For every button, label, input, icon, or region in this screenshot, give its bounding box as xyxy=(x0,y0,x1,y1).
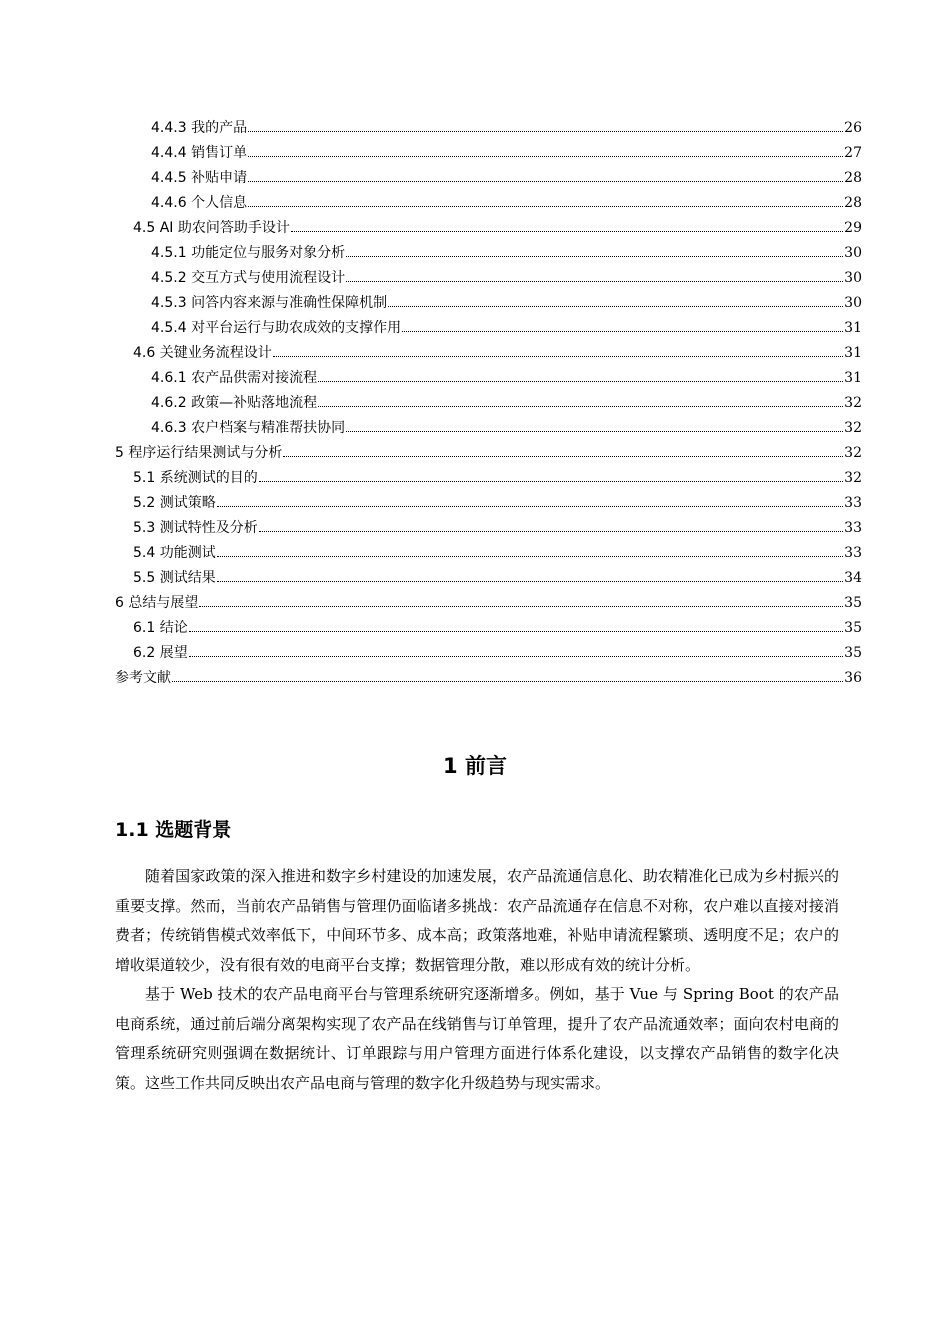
toc-entry[interactable] xyxy=(115,191,862,216)
toc-leader xyxy=(346,430,843,432)
toc-entry-label: 6.2 展望 xyxy=(133,645,188,661)
toc-entry-page: 26 xyxy=(844,120,862,136)
toc-entry-label: 5.2 测试策略 xyxy=(133,495,216,511)
toc-leader xyxy=(291,230,843,232)
toc-entry[interactable] xyxy=(115,466,862,491)
toc-entry[interactable] xyxy=(115,116,862,141)
toc-entry[interactable] xyxy=(115,566,862,591)
toc-entry-page: 31 xyxy=(844,345,862,361)
toc-entry-page: 32 xyxy=(844,470,862,486)
toc-entry[interactable] xyxy=(115,141,862,166)
toc-leader xyxy=(248,180,843,182)
toc-leader xyxy=(172,680,843,682)
toc-entry-page: 30 xyxy=(844,295,862,311)
toc-leader xyxy=(259,530,843,532)
toc-entry-page: 31 xyxy=(844,320,862,336)
toc-entry-label: 5.4 功能测试 xyxy=(133,545,216,561)
toc-entry-label: 4.6 关键业务流程设计 xyxy=(133,345,272,361)
toc-entry[interactable] xyxy=(115,441,862,466)
toc-leader xyxy=(189,630,843,632)
toc-entry-page: 28 xyxy=(844,195,862,211)
toc-entry[interactable] xyxy=(115,241,862,266)
toc-entry-label: 5.5 测试结果 xyxy=(133,570,216,586)
toc-entry-page: 33 xyxy=(844,545,862,561)
toc-entry-label: 4.5.1 功能定位与服务对象分析 xyxy=(151,245,346,261)
toc-entry[interactable] xyxy=(115,641,862,666)
toc-entry-label: 4.4.5 补贴申请 xyxy=(151,170,248,186)
chapter-title: 1 前言 xyxy=(443,754,507,778)
toc-entry-page: 35 xyxy=(844,595,862,611)
toc-entry-page: 27 xyxy=(844,145,862,161)
toc-entry[interactable] xyxy=(115,491,862,516)
toc-entry[interactable] xyxy=(115,291,862,316)
toc-entry[interactable] xyxy=(115,616,862,641)
toc-entry-label: 4.5 AI 助农问答助手设计 xyxy=(133,220,290,236)
section-title: 1.1 选题背景 xyxy=(115,819,232,841)
toc-leader xyxy=(283,455,843,457)
toc-entry[interactable] xyxy=(115,416,862,441)
toc-entry-page: 32 xyxy=(844,420,862,436)
toc-leader xyxy=(248,155,843,157)
toc-entry-page: 34 xyxy=(844,570,862,586)
toc-entry-label: 4.4.4 销售订单 xyxy=(151,145,248,161)
toc-entry[interactable] xyxy=(115,541,862,566)
toc-entry-label: 4.4.3 我的产品 xyxy=(151,120,248,136)
toc-leader xyxy=(217,580,843,582)
toc-entry-label: 4.5.2 交互方式与使用流程设计 xyxy=(151,270,346,286)
toc-entry-label: 5 程序运行结果测试与分析 xyxy=(115,445,283,461)
toc-entry-label: 4.5.3 问答内容来源与准确性保障机制 xyxy=(151,295,388,311)
toc-entry-label: 4.5.4 对平台运行与助农成效的支撑作用 xyxy=(151,320,402,336)
toc-entry-page: 29 xyxy=(844,220,862,236)
toc-entry[interactable] xyxy=(115,341,862,366)
toc-entry-label: 4.4.6 个人信息 xyxy=(151,195,248,211)
toc-entry-page: 35 xyxy=(844,620,862,636)
toc-leader xyxy=(189,655,843,657)
toc-leader xyxy=(259,480,843,482)
toc-entry-page: 30 xyxy=(844,270,862,286)
toc-leader xyxy=(388,305,843,307)
toc-entry-page: 31 xyxy=(844,370,862,386)
toc-leader xyxy=(273,355,843,357)
toc-entry[interactable] xyxy=(115,366,862,391)
toc-entry[interactable] xyxy=(115,216,862,241)
body-text xyxy=(115,862,839,1098)
toc-entry-label: 4.6.1 农产品供需对接流程 xyxy=(151,370,318,386)
toc-entry-page: 33 xyxy=(844,520,862,536)
toc-entry[interactable] xyxy=(115,166,862,191)
toc-entry[interactable] xyxy=(115,516,862,541)
toc-entry-page: 32 xyxy=(844,445,862,461)
toc-entry-page: 32 xyxy=(844,395,862,411)
toc-entry-label: 参考文献 xyxy=(115,670,171,686)
toc-leader xyxy=(346,280,843,282)
toc-leader xyxy=(248,130,843,132)
toc-entry[interactable] xyxy=(115,591,862,616)
toc-entry-page: 30 xyxy=(844,245,862,261)
toc-entry-label: 5.3 测试特性及分析 xyxy=(133,520,258,536)
toc-entry-label: 6 总结与展望 xyxy=(115,595,199,611)
toc-leader xyxy=(318,405,843,407)
toc-entry-page: 36 xyxy=(844,670,862,686)
paragraph: 随着国家政策的深入推进和数字乡村建设的加速发展，农产品流通信息化、助农精准化已成为乡村振兴的重要支撑。然而，当前农产品销售与管理仍面临诸多挑战：农产品流通存在信息不对称，农户难以直接对接消费者；传统销售模式效率低下，中间环节多、成本高；政策落地难，补贴申请流程繁琐、透明度不足；农户的增收渠道较少，没有很有效的电商平台支撑；数据管理分散，难以形成有效的统计分析。 xyxy=(115,867,839,974)
toc-leader xyxy=(217,505,843,507)
table-of-contents xyxy=(115,116,862,691)
toc-entry-label: 5.1 系统测试的目的 xyxy=(133,470,258,486)
toc-leader xyxy=(318,380,843,382)
toc-leader xyxy=(402,330,843,332)
toc-leader xyxy=(248,205,843,207)
toc-leader xyxy=(199,605,843,607)
toc-entry[interactable] xyxy=(115,266,862,291)
toc-leader xyxy=(346,255,843,257)
toc-entry-page: 33 xyxy=(844,495,862,511)
toc-entry[interactable] xyxy=(115,666,862,691)
toc-entry-label: 6.1 结论 xyxy=(133,620,188,636)
toc-entry-page: 35 xyxy=(844,645,862,661)
toc-entry[interactable] xyxy=(115,316,862,341)
toc-entry-label: 4.6.3 农户档案与精准帮扶协同 xyxy=(151,420,346,436)
toc-entry-page: 28 xyxy=(844,170,862,186)
toc-entry[interactable] xyxy=(115,391,862,416)
toc-leader xyxy=(217,555,843,557)
paragraph: 基于 Web 技术的农产品电商平台与管理系统研究逐渐增多。例如，基于 Vue 与 Spring Boot 的农产品电商系统，通过前后端分离架构实现了农产品在线销售与订单管理，提升了农产品流通效率；面向农村电商的管理系统研究则强调在数据统计、订单跟踪与用户管理方面进行体系化建设，以支撑农产品销售的数字化决策。这些工作共同反映出农产品电商与管理的数字化升级趋势与现实需求。 xyxy=(115,985,839,1092)
toc-entry-label: 4.6.2 政策—补贴落地流程 xyxy=(151,395,318,411)
